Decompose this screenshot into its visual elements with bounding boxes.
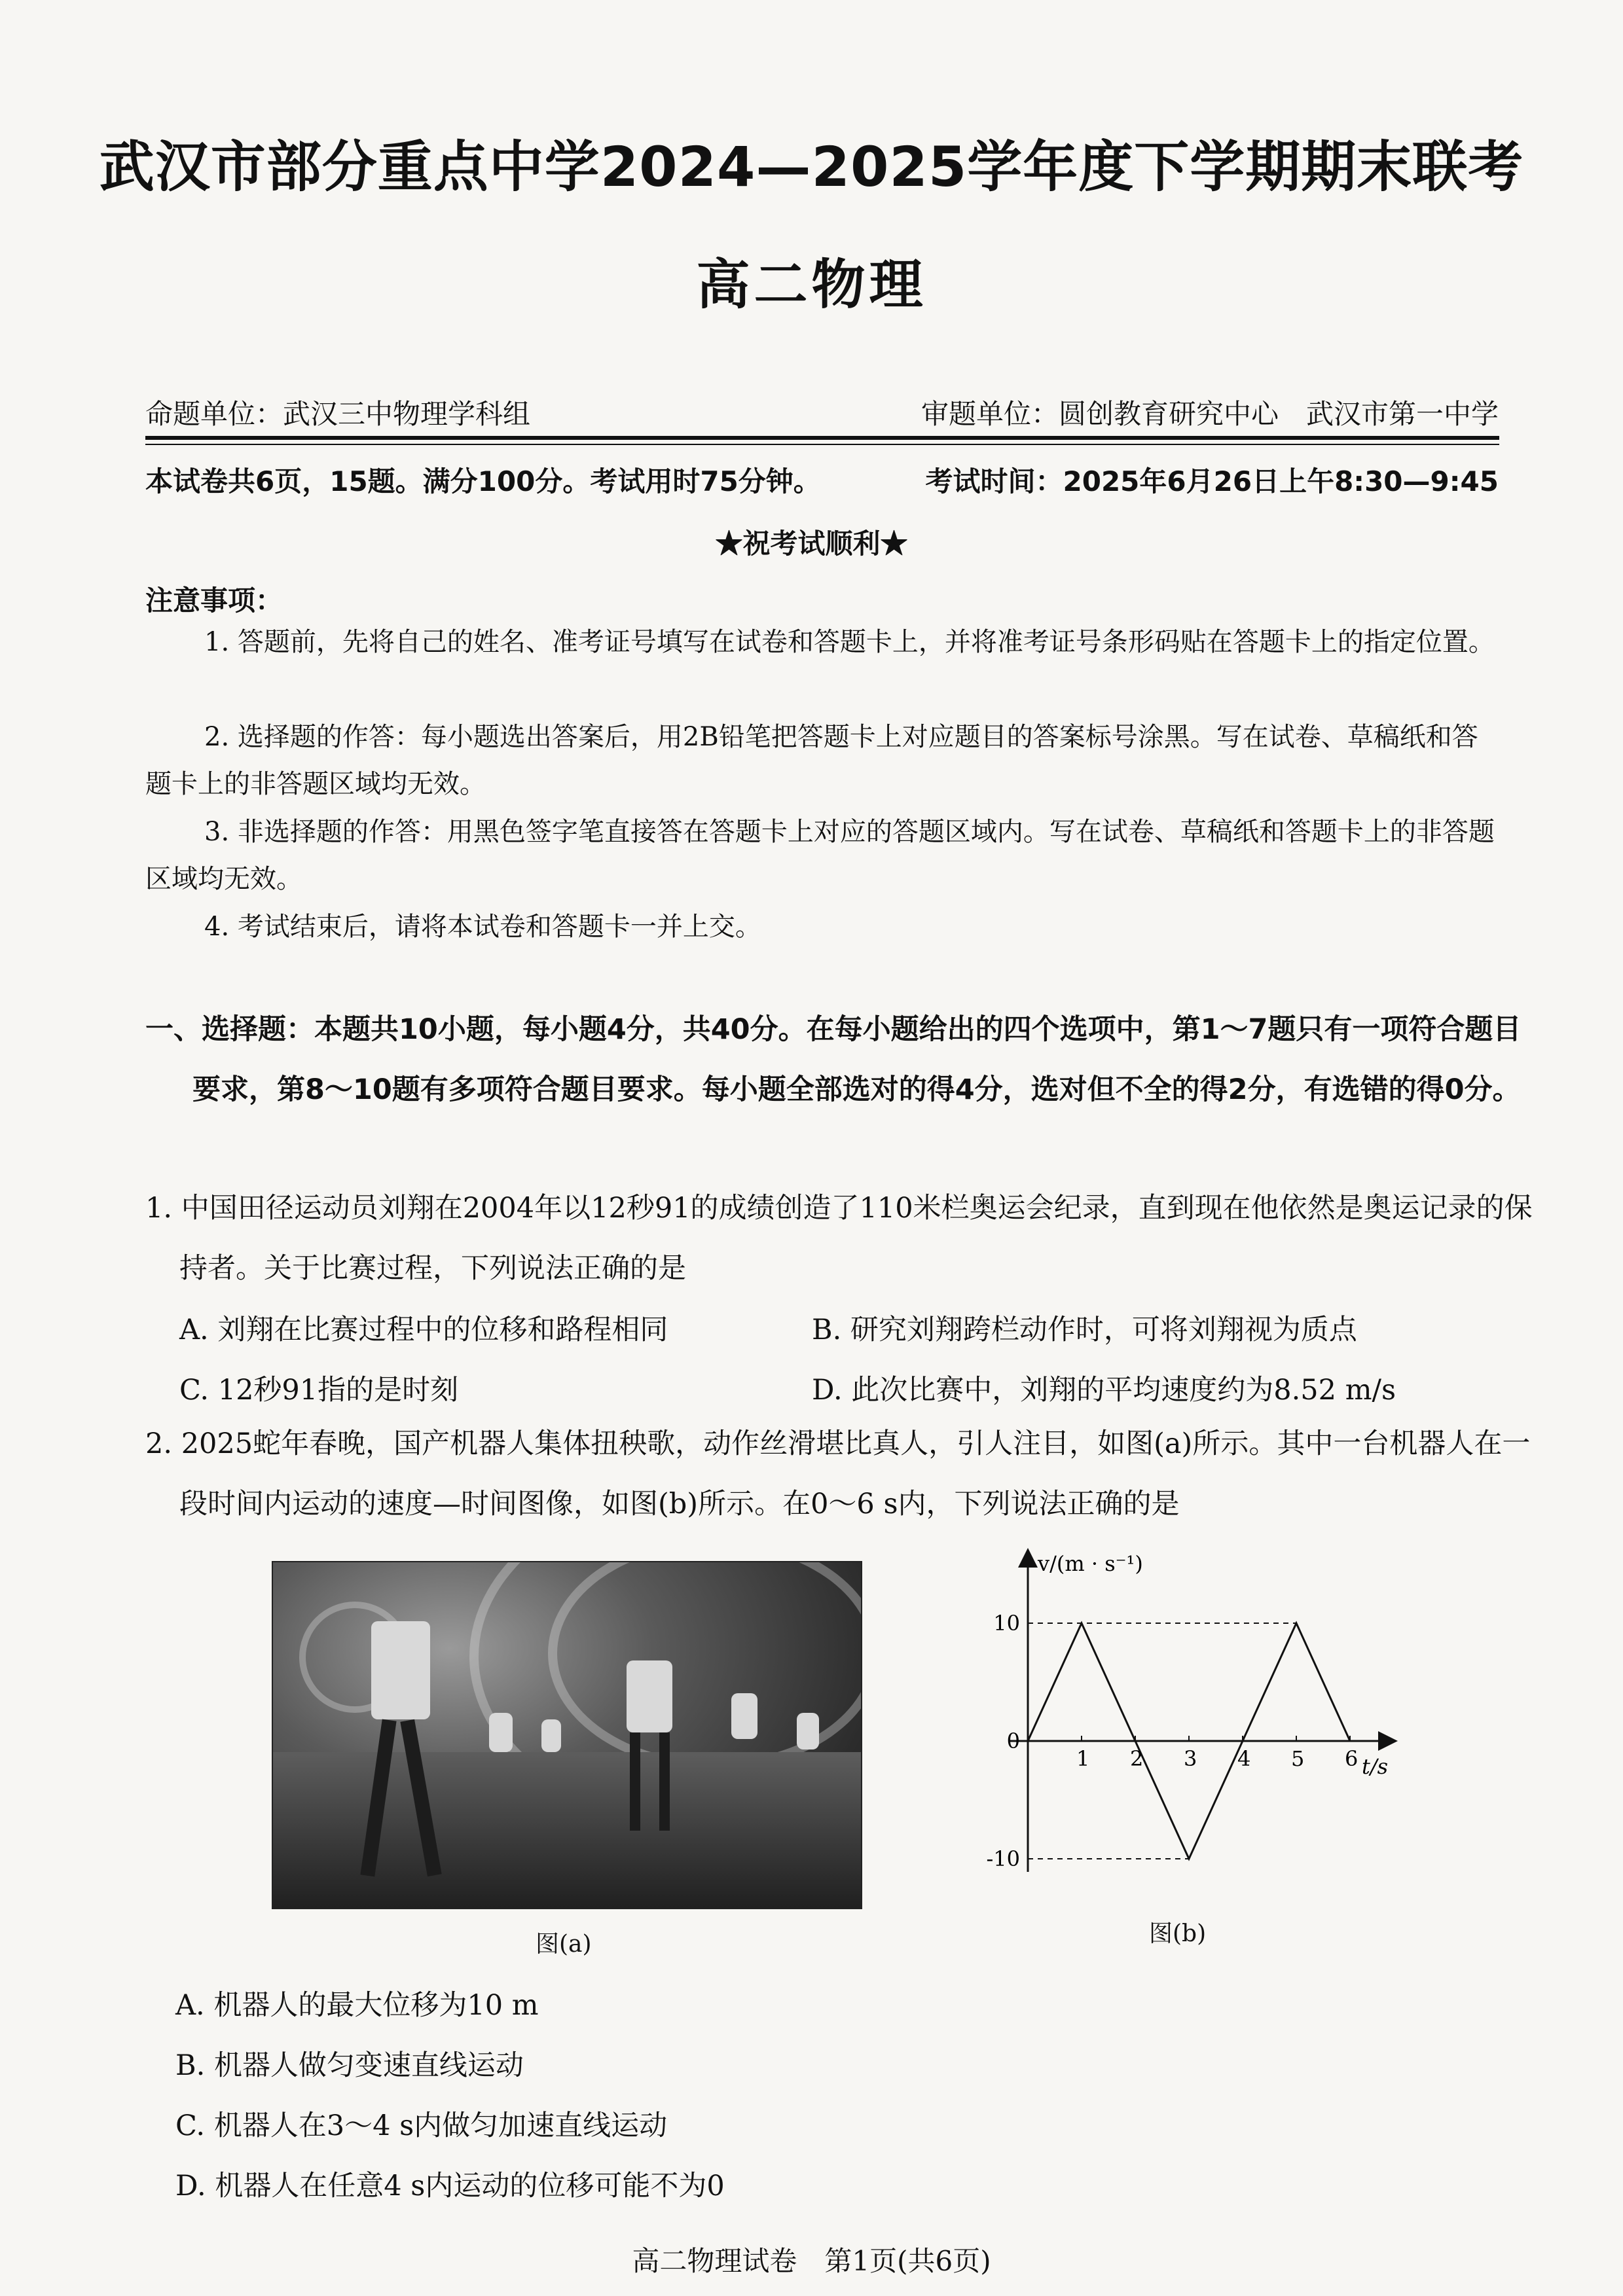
- notice-item-1: 1. 答题前，先将自己的姓名、准考证号填写在试卷和答题卡上，并将准考证号条形码贴在答题卡上的指定位置。: [204, 627, 1495, 657]
- x-tick-label: 3: [1184, 1746, 1197, 1771]
- exam-subject: 高二物理: [696, 254, 927, 316]
- question-2-option-c: C. 机器人在3～4 s内做匀加速直线运动: [175, 2109, 668, 2142]
- notice-item-3: 3. 非选择题的作答：用黑色签字笔直接答在答题卡上对应的答题区域内。写在试卷、草稿纸和答题卡上的非答题区域均无效。: [145, 817, 1495, 894]
- review-unit: 审题单位：圆创教育研究中心 武汉市第一中学: [921, 398, 1499, 430]
- notice-item-2: 2. 选择题的作答：每小题选出答案后，用2B铅笔把答题卡上对应题目的答案标号涂黑。写在试卷、草稿纸和答题卡上的非答题区域均无效。: [145, 722, 1478, 799]
- x-tick-label: 4: [1237, 1746, 1251, 1771]
- y-tick-label: 0: [1006, 1729, 1020, 1753]
- figure-b-caption: 图(b): [1149, 1920, 1207, 1947]
- question-2-option-b: B. 机器人做匀变速直线运动: [175, 2049, 524, 2082]
- robot-dance-photo: [272, 1561, 862, 1909]
- x-tick-label: 1: [1076, 1746, 1090, 1771]
- question-1-stem: 1. 中国田径运动员刘翔在2004年以12秒91的成绩创造了110米栏奥运会纪录，直到现在他依然是奥运记录的保持者。关于比赛过程，下列说法正确的是: [145, 1192, 1533, 1285]
- y-tick-label: -10: [986, 1846, 1020, 1871]
- velocity-time-graph: [969, 1545, 1414, 1911]
- x-tick-label: 5: [1291, 1746, 1305, 1771]
- exam-time: 考试时间：2025年6月26日上午8:30—9:45: [925, 465, 1499, 497]
- y-axis-label: v/(m · s⁻¹): [1038, 1551, 1143, 1576]
- paper-info: 本试卷共6页，15题。满分100分。考试用时75分钟。: [145, 465, 821, 497]
- question-1-option-a: A. 刘翔在比赛过程中的位移和路程相同: [179, 1314, 668, 1346]
- page-footer: 高二物理试卷 第1页(共6页): [632, 2245, 991, 2277]
- question-1-option-b: B. 研究刘翔跨栏动作时，可将刘翔视为质点: [812, 1314, 1357, 1346]
- question-1-option-c: C. 12秒91指的是时刻: [179, 1374, 459, 1407]
- author-unit: 命题单位：武汉三中物理学科组: [145, 398, 531, 430]
- x-tick-label: 6: [1345, 1746, 1359, 1771]
- header-rule: [145, 436, 1499, 440]
- question-1-option-d: D. 此次比赛中，刘翔的平均速度约为8.52 m/s: [812, 1374, 1396, 1407]
- header-rule-thin: [145, 444, 1499, 445]
- question-2-stem: 2. 2025蛇年春晚，国产机器人集体扭秧歌，动作丝滑堪比真人，引人注目，如图(a)所示。其中一台机器人在一段时间内运动的速度—时间图像，如图(b)所示。在0～6 s内，下列说法正确的是: [145, 1427, 1531, 1520]
- question-2-option-a: A. 机器人的最大位移为10 m: [175, 1989, 539, 2022]
- x-axis-label: t/s: [1362, 1754, 1389, 1779]
- x-tick-label: 2: [1130, 1746, 1144, 1771]
- y-tick-label: 10: [993, 1611, 1020, 1636]
- wish-banner: ★祝考试顺利★: [715, 528, 908, 560]
- exam-title: 武汉市部分重点中学2024—2025学年度下学期期末联考: [99, 135, 1524, 199]
- notice-title: 注意事项：: [145, 584, 283, 617]
- section-heading: 一、选择题：本题共10小题，每小题4分，共40分。在每小题给出的四个选项中，第1～7题只有一项符合题目要求，第8～10题有多项符合题目要求。每小题全部选对的得4分，选对但不全的得2分，有选错的得0分。: [145, 1013, 1522, 1106]
- question-2-option-d: D. 机器人在任意4 s内运动的位移可能不为0: [175, 2170, 725, 2202]
- notice-item-4: 4. 考试结束后，请将本试卷和答题卡一并上交。: [204, 912, 761, 942]
- figure-a-caption: 图(a): [536, 1931, 592, 1958]
